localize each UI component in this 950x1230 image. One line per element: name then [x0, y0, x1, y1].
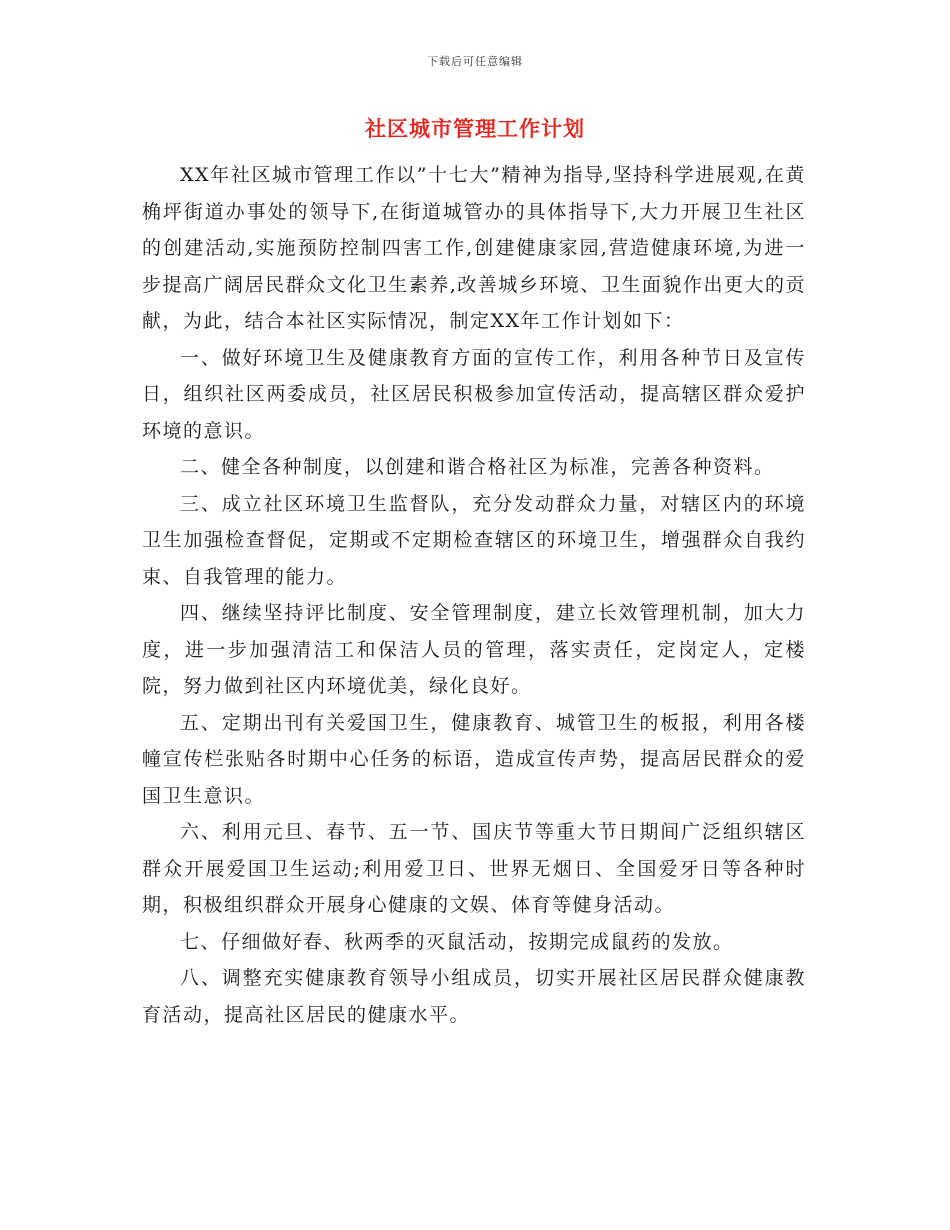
- paragraph-item-3: 三、成立社区环境卫生监督队，充分发动群众力量，对辖区内的环境卫生加强检查督促，定期或不定期检查辖区的环境卫生，增强群众自我约束、自我管理的能力。: [142, 492, 806, 588]
- paragraph-item-6: 六、利用元旦、春节、五一节、国庆节等重大节日期间广泛组织辖区群众开展爱国卫生运动;利用爱卫日、世界无烟日、全国爱牙日等各种时期，积极组织群众开展身心健康的文娱、体育等健身活动。: [142, 821, 806, 916]
- paragraph-item-7: 七、仔细做好春、秋两季的灭鼠活动，按期完成鼠药的发放。: [180, 930, 734, 953]
- document-body: [142, 157, 806, 1033]
- paragraph-item-8: 八、调整充实健康教育领导小组成员，切实开展社区居民群众健康教育活动，提高社区居民的健康水平。: [142, 967, 806, 1026]
- header-note: 下载后可任意编辑: [427, 55, 523, 68]
- paragraph-intro: XX年社区城市管理工作以”十七大”精神为指导,坚持科学进展观,在黄桷坪街道办事处的领导下,在街道城管办的具体指导下,大力开展卫生社区的创建活动,实施预防控制四害工作,创建健康家园,营造健康环境,为进一步提高广阔居民群众文化卫生素养,改善城乡环境、卫生面貌作出更大的贡献，为此，结合本社区实际情况，制定XX年工作计划如下：: [142, 164, 806, 332]
- paragraph-item-1: 一、做好环境卫生及健康教育方面的宣传工作，利用各种节日及宣传日，组织社区两委成员，社区居民积极参加宣传活动，提高辖区群众爱护环境的意识。: [142, 346, 806, 442]
- paragraph-item-5: 五、定期出刊有关爱国卫生，健康教育、城管卫生的板报，利用各楼幢宣传栏张贴各时期中心任务的标语，造成宣传声势，提高居民群众的爱国卫生意识。: [142, 711, 806, 807]
- paragraph-item-4: 四、继续坚持评比制度、安全管理制度，建立长效管理机制，加大力度，进一步加强清洁工和保洁人员的管理，落实责任，定岗定人，定楼院，努力做到社区内环境优美，绿化良好。: [142, 602, 806, 697]
- document-title: 社区城市管理工作计划: [365, 117, 585, 141]
- paragraph-item-2: 二、健全各种制度，以创建和谐合格社区为标准，完善各种资料。: [180, 456, 775, 478]
